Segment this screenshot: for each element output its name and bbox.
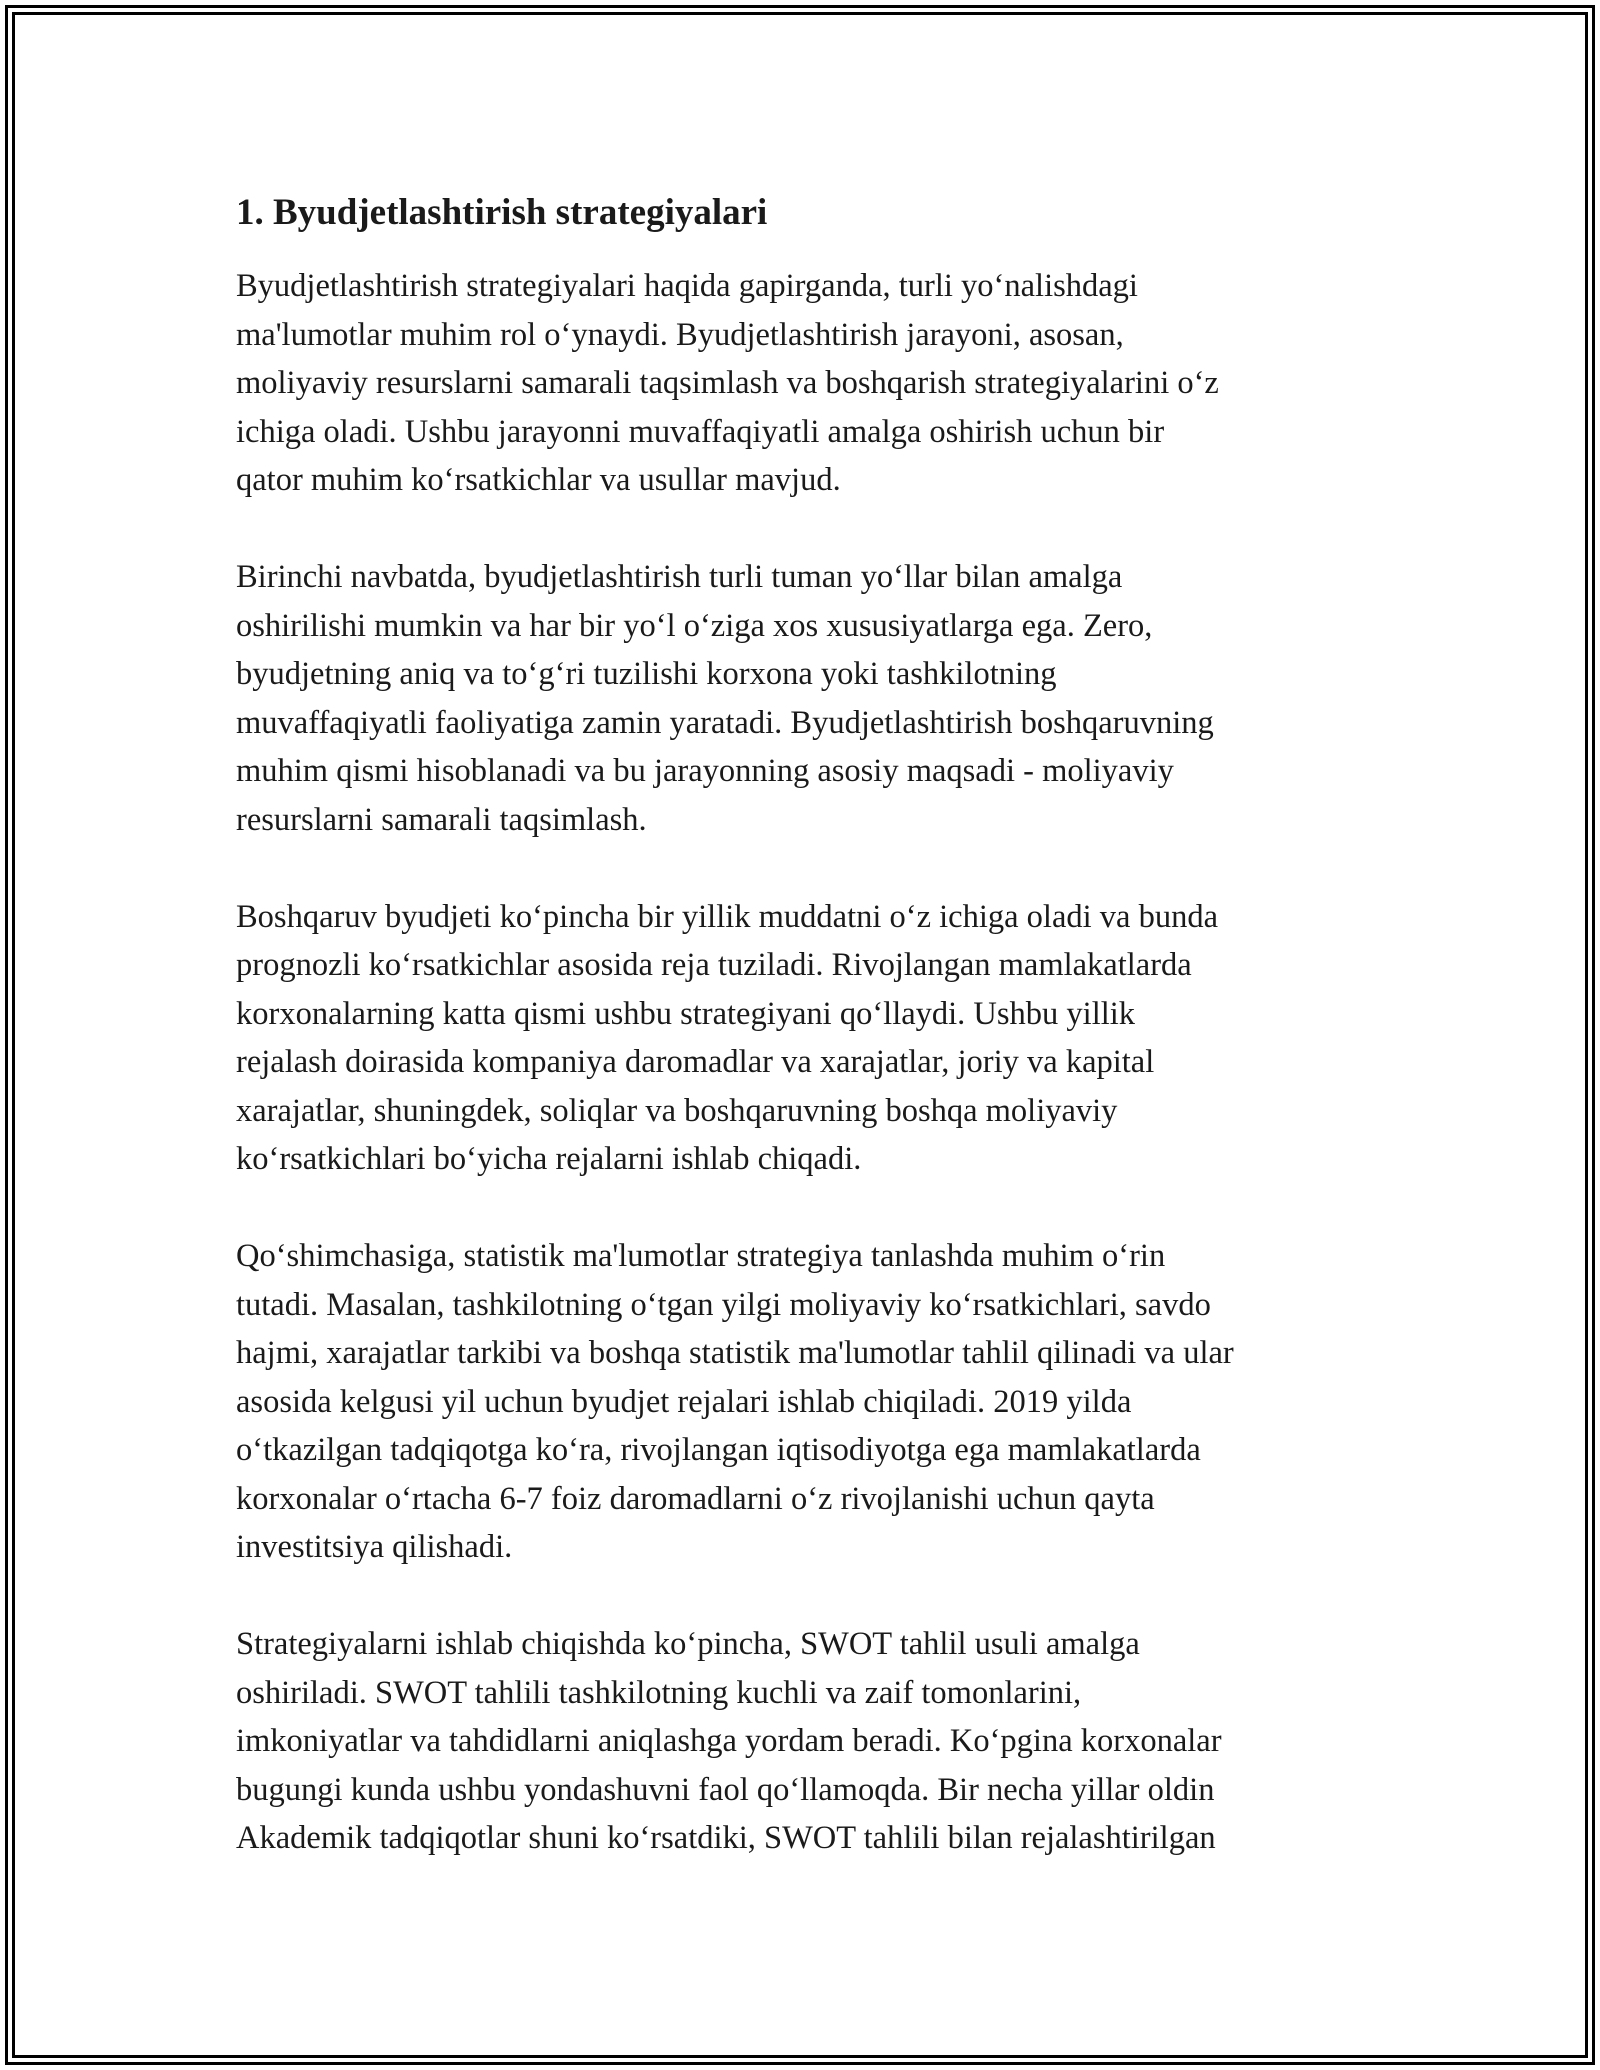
- text-line: o‘tkazilgan tadqiqotga ko‘ra, rivojlangan iqtisodiyotga ega mamlakatlarda: [236, 1432, 1201, 1468]
- text-line: muhim qismi hisoblanadi va bu jarayonning asosiy maqsadi - moliyaviy: [236, 753, 1174, 789]
- text-line: Strategiyalarni ishlab chiqishda ko‘pincha, SWOT tahlil usuli amalga: [236, 1626, 1140, 1662]
- text-line: investitsiya qilishadi.: [236, 1529, 513, 1565]
- text-line: xarajatlar, shuningdek, soliqlar va boshqaruvning boshqa moliyaviy: [236, 1092, 1118, 1129]
- text-line: ma'lumotlar muhim rol o‘ynaydi. Byudjetlashtirish jarayoni, asosan,: [236, 316, 1124, 353]
- text-line: Boshqaruv byudjeti ko‘pincha bir yillik muddatni o‘z ichiga oladi va bunda: [236, 898, 1219, 935]
- paragraph-3: [236, 893, 1376, 1184]
- text-line: Birinchi navbatda, byudjetlashtirish turli tuman yo‘llar bilan amalga: [236, 559, 1123, 595]
- paragraph-2: [236, 553, 1376, 844]
- text-line: prognozli ko‘rsatkichlar asosida reja tuziladi. Rivojlangan mamlakatlarda: [236, 947, 1192, 983]
- text-line: ko‘rsatkichlari bo‘yicha rejalarni ishlab chiqadi.: [236, 1141, 862, 1177]
- text-line: korxonalar o‘rtacha 6-7 foiz daromadlarni o‘z rivojlanishi uchun qayta: [236, 1480, 1155, 1517]
- text-line: oshiriladi. SWOT tahlili tashkilotning kuchli va zaif tomonlarini,: [236, 1674, 1082, 1711]
- text-line: ichiga oladi. Ushbu jarayonni muvaffaqiyatli amalga oshirish uchun bir: [236, 413, 1165, 450]
- text-line: bugungi kunda ushbu yondashuvni faol qo‘llamoqda. Bir necha yillar oldin: [236, 1771, 1215, 1808]
- text-line: byudjetning aniq va to‘g‘ri tuzilishi korxona yoki tashkilotning: [236, 656, 1057, 692]
- text-line: Akademik tadqiqotlar shuni ko‘rsatdiki, SWOT tahlili bilan rejalashtirilgan: [236, 1820, 1216, 1856]
- text-line: imkoniyatlar va tahdidlarni aniqlashga yordam beradi. Ko‘pgina korxonalar: [236, 1723, 1222, 1759]
- text-line: rejalash doirasida kompaniya daromadlar va xarajatlar, joriy va kapital: [236, 1044, 1155, 1080]
- paragraph-4: [236, 1232, 1376, 1572]
- paragraph-1: [236, 262, 1376, 505]
- text-line: korxonalarning katta qismi ushbu strategiyani qo‘llaydi. Ushbu yillik: [236, 995, 1136, 1032]
- text-line: Byudjetlashtirish strategiyalari haqida gapirganda, turli yo‘nalishdagi: [236, 268, 1138, 304]
- text-line: tutadi. Masalan, tashkilotning o‘tgan yilgi moliyaviy ko‘rsatkichlari, savdo: [236, 1286, 1211, 1323]
- text-line: hajmi, xarajatlar tarkibi va boshqa statistik ma'lumotlar tahlil qilinadi va ular: [236, 1335, 1234, 1371]
- text-line: oshirilishi mumkin va har bir yo‘l o‘ziga xos xususiyatlarga ega. Zero,: [236, 607, 1153, 644]
- text-line: asosida kelgusi yil uchun byudjet rejalari ishlab chiqiladi. 2019 yilda: [236, 1383, 1132, 1420]
- text-line: Qo‘shimchasiga, statistik ma'lumotlar strategiya tanlashda muhim o‘rin: [236, 1238, 1166, 1274]
- text-line: qator muhim ko‘rsatkichlar va usullar mavjud.: [236, 462, 841, 498]
- paragraph-5: [236, 1620, 1376, 1863]
- document-body: [236, 186, 1376, 1911]
- section-heading: 1. Byudjetlashtirish strategiyalari: [236, 192, 768, 233]
- text-line: muvaffaqiyatli faoliyatiga zamin yaratadi. Byudjetlashtirish boshqaruvning: [236, 704, 1214, 741]
- text-line: resurslarni samarali taqsimlash.: [236, 801, 647, 838]
- text-line: moliyaviy resurslarni samarali taqsimlash va boshqarish strategiyalarini o‘z: [236, 365, 1219, 401]
